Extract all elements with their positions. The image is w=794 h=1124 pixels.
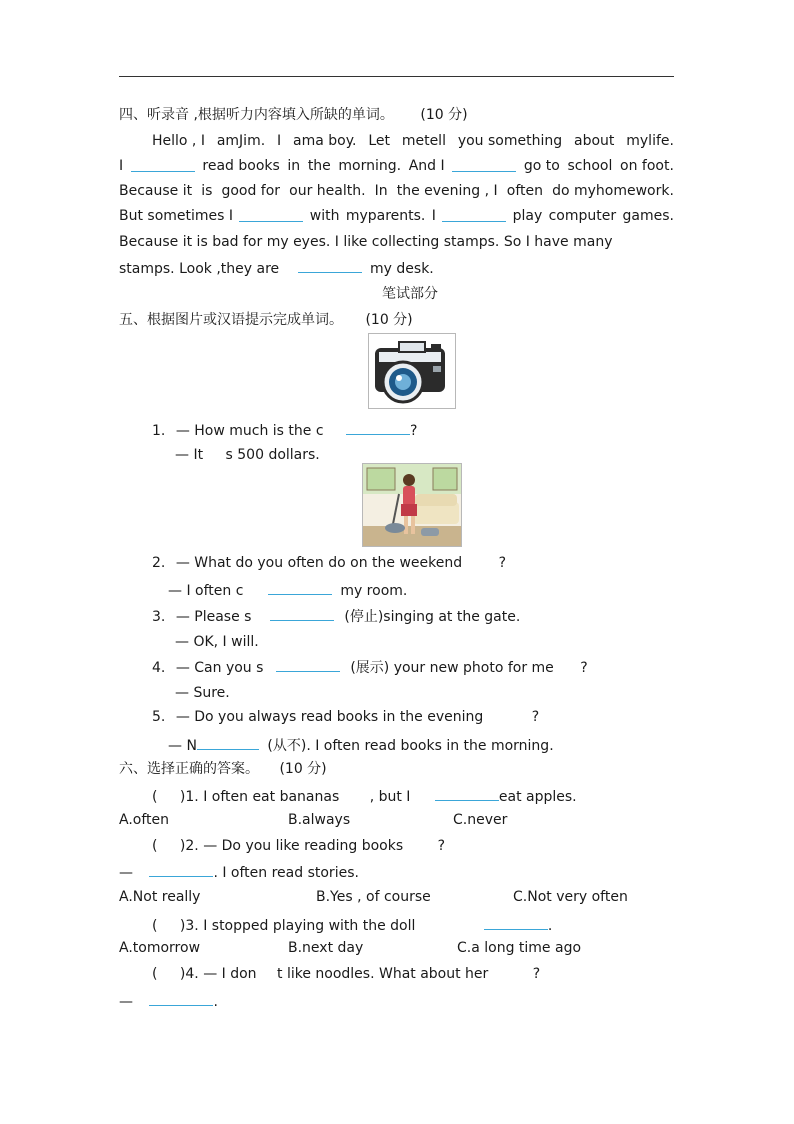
- girl-vacuuming-icon: [362, 463, 462, 547]
- word: Because it: [119, 183, 193, 199]
- response: my room.: [340, 583, 408, 599]
- answer-blank[interactable]: [346, 420, 410, 435]
- word: with: [309, 208, 340, 224]
- punct: .: [547, 918, 553, 934]
- paren: (: [152, 789, 158, 805]
- word: myparents.: [345, 208, 426, 224]
- answer-blank[interactable]: [197, 735, 259, 750]
- q6-3-stem: [152, 915, 552, 935]
- q6-3-option-a[interactable]: A.tomorrow: [119, 940, 201, 956]
- answer-blank[interactable]: [239, 207, 303, 222]
- passage-line-5: Because it is bad for my eyes. I like collecting stamps. So I have many: [119, 234, 613, 250]
- dash: —: [119, 994, 133, 1010]
- prompt: — What do you often do on the weekend: [175, 555, 463, 571]
- q6-4-stem: [152, 965, 540, 983]
- prompt: — Can you s: [175, 660, 264, 676]
- answer-blank[interactable]: [298, 258, 362, 273]
- word: Hello , I: [152, 133, 205, 149]
- word: And I: [408, 158, 445, 174]
- stem: t like noodles. What about her: [277, 966, 489, 982]
- section4-heading: [119, 106, 468, 124]
- q5-3-line-a: [152, 606, 520, 626]
- word: games.: [622, 208, 674, 224]
- q6-1-option-c[interactable]: C.never: [453, 812, 508, 828]
- word: morning.: [338, 158, 402, 174]
- stem: , but I: [369, 789, 411, 805]
- answer-blank[interactable]: [484, 915, 548, 930]
- word: do myhomework.: [552, 183, 674, 199]
- score: (10 分): [420, 107, 468, 123]
- q5-1-line-b: [175, 446, 320, 464]
- answer-blank[interactable]: [452, 157, 516, 172]
- section5-heading: [119, 311, 413, 329]
- number: 2.: [152, 555, 166, 571]
- word: go to: [523, 158, 560, 174]
- word: in: [287, 158, 301, 174]
- response: — I often c: [168, 583, 244, 599]
- number: 5.: [152, 709, 166, 725]
- prompt: — Do you always read books in the evening: [175, 709, 484, 725]
- response: — It: [175, 447, 204, 463]
- q5-2-line-b: [168, 580, 407, 600]
- stem: )2. — Do you like reading books: [179, 838, 404, 854]
- passage-line-2: [119, 157, 674, 175]
- camera-icon: [368, 333, 456, 409]
- answer-blank[interactable]: [276, 657, 340, 672]
- q5-2-line-a: [152, 554, 506, 572]
- word: computer: [548, 208, 617, 224]
- vacuum-drawing: [363, 464, 461, 546]
- q6-2-option-b[interactable]: B.Yes , of course: [316, 889, 431, 905]
- word: Let: [368, 133, 390, 149]
- q6-2-stem: [152, 837, 445, 855]
- section6-heading: [119, 760, 327, 778]
- word: amJim.: [216, 133, 266, 149]
- prompt: — How much is the c: [175, 423, 324, 439]
- punct: .: [213, 994, 218, 1010]
- answer-blank[interactable]: [268, 580, 332, 595]
- q5-4-line-b: — Sure.: [175, 685, 230, 701]
- hint: (从不). I often read books in the morning.: [267, 738, 554, 754]
- answer-blank[interactable]: [149, 862, 213, 877]
- q6-1-option-b[interactable]: B.always: [288, 812, 351, 828]
- punct: ?: [437, 838, 445, 854]
- passage-line-1: [119, 132, 674, 150]
- answer-blank[interactable]: [149, 991, 213, 1006]
- punct: ?: [532, 966, 541, 982]
- q5-5-line-b: [168, 735, 554, 755]
- q5-4-line-a: [152, 657, 588, 677]
- dash: —: [119, 865, 133, 881]
- word: the evening , I: [396, 183, 498, 199]
- stem: )3. I stopped playing with the doll: [179, 918, 416, 934]
- q6-3-option-b[interactable]: B.next day: [288, 940, 364, 956]
- heading-text: 五、根据图片或汉语提示完成单词。: [119, 312, 343, 328]
- word: good for: [221, 183, 281, 199]
- score: (10 分): [279, 761, 327, 777]
- word: I: [119, 158, 124, 174]
- word: I: [277, 133, 282, 149]
- q6-2-option-a[interactable]: A.Not really: [119, 889, 201, 905]
- hint: (展示) your new photo for me: [350, 660, 554, 676]
- punct: ?: [531, 709, 540, 725]
- written-part-label: 笔试部分: [382, 286, 438, 302]
- passage-line-4: [119, 207, 674, 225]
- word: ama boy.: [293, 133, 357, 149]
- response: — N: [168, 738, 197, 754]
- score: (10 分): [365, 312, 413, 328]
- punct: ?: [580, 660, 588, 676]
- q6-4-answer: [119, 991, 218, 1011]
- answer-blank[interactable]: [131, 157, 195, 172]
- word: But sometimes I: [119, 208, 234, 224]
- stem: . I often read stories.: [213, 865, 359, 881]
- stem: )4. — I don: [179, 966, 257, 982]
- stem: eat apples.: [498, 789, 577, 805]
- passage-line-6: [119, 258, 434, 278]
- word: my desk.: [370, 261, 434, 277]
- q5-1-line-a: [152, 420, 417, 440]
- number: 3.: [152, 609, 166, 625]
- paren: (: [152, 918, 158, 934]
- answer-blank[interactable]: [435, 786, 499, 801]
- number: 1.: [152, 423, 166, 439]
- q5-5-line-a: [152, 708, 539, 726]
- number: 4.: [152, 660, 166, 676]
- q6-1-stem: [152, 786, 577, 806]
- word: school: [567, 158, 613, 174]
- paren: (: [152, 966, 158, 982]
- word: the: [307, 158, 331, 174]
- word: you something: [457, 133, 563, 149]
- q6-1-option-a[interactable]: A.often: [119, 812, 170, 828]
- word: I: [431, 208, 436, 224]
- word: stamps. Look ,they are: [119, 261, 280, 277]
- passage-line-3: [119, 182, 674, 200]
- hint: (停止)singing at the gate.: [344, 609, 521, 625]
- punct: ?: [498, 555, 507, 571]
- punct: ?: [410, 423, 418, 439]
- word: read books: [202, 158, 280, 174]
- word: on foot.: [620, 158, 674, 174]
- word: play: [512, 208, 543, 224]
- word: about: [573, 133, 615, 149]
- response: s 500 dollars.: [225, 447, 320, 463]
- prompt: — Please s: [175, 609, 252, 625]
- paren: (: [152, 838, 158, 854]
- answer-blank[interactable]: [270, 606, 334, 621]
- q6-3-option-c[interactable]: C.a long time ago: [457, 940, 582, 956]
- q6-2-option-c[interactable]: C.Not very often: [513, 889, 628, 905]
- word: metell: [401, 133, 446, 149]
- q5-3-line-b: — OK, I will.: [175, 634, 259, 650]
- heading-text: 六、选择正确的答案。: [119, 761, 259, 777]
- word: mylife.: [626, 133, 674, 149]
- word: our health.: [289, 183, 366, 199]
- top-rule: [119, 76, 674, 77]
- q6-2-answer: [119, 862, 359, 882]
- camera-drawing: [369, 334, 455, 408]
- word: is: [201, 183, 213, 199]
- stem: )1. I often eat bananas: [179, 789, 340, 805]
- word: In: [374, 183, 388, 199]
- heading-text: 四、听录音 ,根据听力内容填入所缺的单词。: [119, 107, 394, 123]
- word: often: [506, 183, 543, 199]
- answer-blank[interactable]: [442, 207, 506, 222]
